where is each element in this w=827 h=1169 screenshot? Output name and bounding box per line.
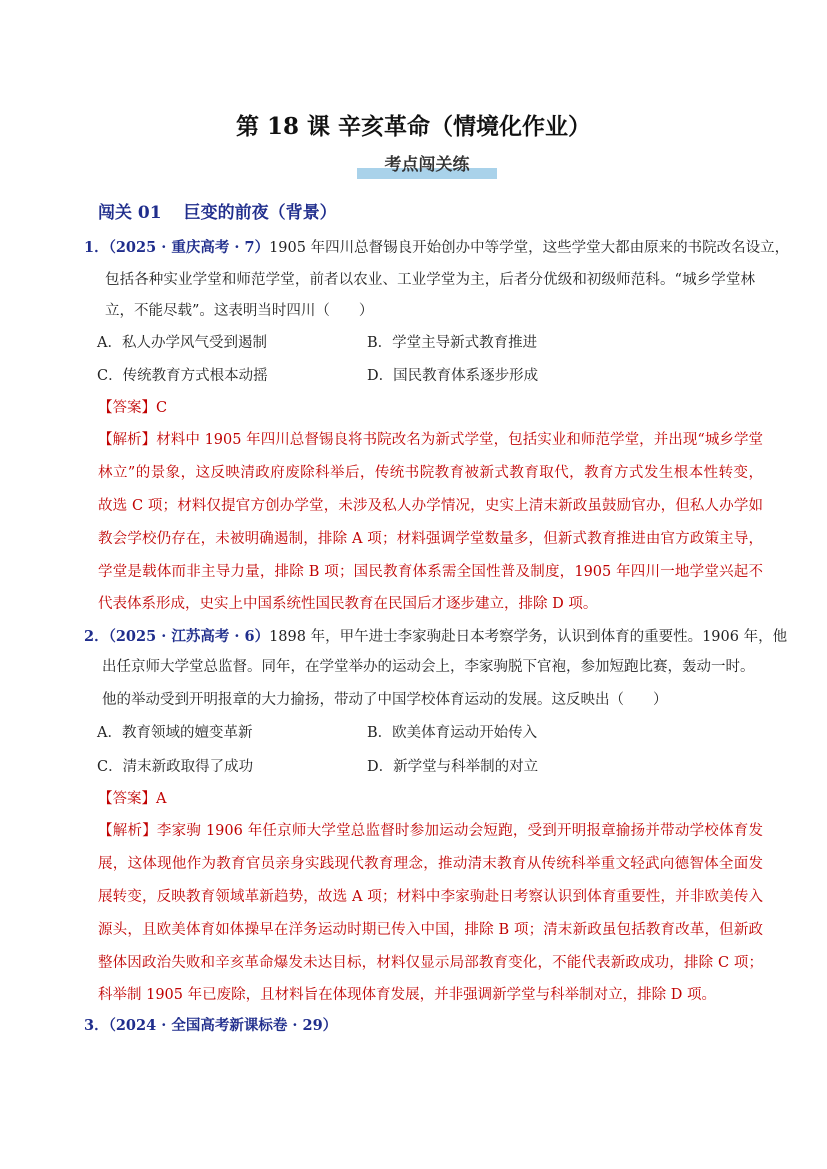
analysis-line xyxy=(98,821,763,841)
question-number: 2． xyxy=(84,628,109,645)
option-b: B．欧美体育运动开始传入 xyxy=(367,725,538,741)
option-d: D．新学堂与科举制的对立 xyxy=(367,759,539,775)
question-text: 1905 年四川总督锡良开始创办中等学堂，这些学堂大都由原来的书院改名设立， xyxy=(269,240,790,256)
answer xyxy=(98,789,166,809)
answer-label: 【答案】 xyxy=(98,791,156,807)
question-text: 他的举动受到开明报章的大力揄扬，带动了中国学校体育运动的发展。这反映出（ ） xyxy=(102,692,668,708)
analysis-line: 展转变，反映教育领域革新趋势，故选 A 项；材料中李家驹赴日考察认识到体育重要性，并非欧美传入 xyxy=(98,889,763,905)
question-text: 1898 年，甲午进士李家驹赴日本考察学务，认识到体育的重要性。1906 年，他 xyxy=(269,629,788,645)
question-source: （2025 · 重庆高考 · 7） xyxy=(108,239,270,256)
question-number: 3． xyxy=(84,1017,109,1034)
answer-label: 【答案】 xyxy=(98,400,156,416)
analysis-text: 材料中 1905 年四川总督锡良将书院改名为新式学堂，包括实业和师范学堂，并出现“城乡学堂 xyxy=(156,432,764,448)
page-title: 第 18 课 辛亥革命（情境化作业） xyxy=(235,113,592,140)
analysis-line: 整体因政治失败和辛亥革命爆发未达目标，材料仅显示局部教育变化，不能代表新政成功，排除 C 项； xyxy=(98,955,763,971)
question-2-line xyxy=(84,627,787,647)
question-text: 出任京师大学堂总监督。同年，在学堂举办的运动会上，李家驹脱下官袍，参加短跑比赛，轰动一时。 xyxy=(102,659,755,675)
answer-value: C xyxy=(156,400,168,416)
option-c: C．传统教育方式根本动摇 xyxy=(97,368,268,384)
analysis-line: 代表体系形成，史实上中国系统性国民教育在民国后才逐步建立，排除 D 项。 xyxy=(98,596,598,612)
analysis-label: 【解析】 xyxy=(98,432,157,448)
question-source: （2025 · 江苏高考 · 6） xyxy=(108,628,270,645)
option-a: A．私人办学风气受到遏制 xyxy=(97,335,267,351)
section-heading xyxy=(98,198,337,223)
question-1-line xyxy=(84,238,789,258)
question-3-line xyxy=(84,1016,337,1036)
section-label: 闯关 01 xyxy=(98,203,162,223)
analysis-label: 【解析】 xyxy=(98,823,157,839)
section-name: 巨变的前夜（背景） xyxy=(183,203,337,223)
analysis-line: 展，这体现他作为教育官员亲身实践现代教育理念，推动清末教育从传统科举重文轻武向德智体全面发 xyxy=(98,856,763,872)
analysis-line: 故选 C 项；材料仅提官方创办学堂，未涉及私人办学情况，史实上清末新政虽鼓励官办，但私人办学如 xyxy=(98,498,763,514)
subtitle: 考点闯关练 xyxy=(384,155,470,175)
option-a: A．教育领域的嬗变革新 xyxy=(97,725,253,741)
option-c: C．清末新政取得了成功 xyxy=(97,759,254,775)
answer xyxy=(98,398,167,418)
analysis-line xyxy=(98,430,763,450)
analysis-line: 林立”的景象，这反映清政府废除科举后，传统书院教育被新式教育取代，教育方式发生根本性转变， xyxy=(98,465,763,481)
question-text: 包括各种实业学堂和师范学堂，前者以农业、工业学堂为主，后者分优级和初级师范科。“城乡学堂林 xyxy=(105,272,755,288)
question-text: 立，不能尽载”。这表明当时四川（ ） xyxy=(105,303,374,319)
question-source: （2024 · 全国高考新课标卷 · 29） xyxy=(108,1017,338,1034)
analysis-line: 教会学校仍存在，未被明确遏制，排除 A 项；材料强调学堂数量多，但新式教育推进由官方政策主导， xyxy=(98,531,763,547)
option-b: B．学堂主导新式教育推进 xyxy=(367,335,538,351)
answer-value: A xyxy=(156,791,167,807)
subtitle-banner xyxy=(357,150,497,180)
analysis-line: 科举制 1905 年已废除，且材料旨在体现体育发展，并非强调新学堂与科举制对立，排除 D 项。 xyxy=(98,987,716,1003)
question-number: 1． xyxy=(84,239,109,256)
option-d: D．国民教育体系逐步形成 xyxy=(367,368,539,384)
analysis-line: 学堂是载体而非主导力量，排除 B 项；国民教育体系需全国性普及制度，1905 年四川一地学堂兴起不 xyxy=(98,564,763,580)
analysis-text: 李家驹 1906 年任京师大学堂总监督时参加运动会短跑，受到开明报章揄扬并带动学校体育发 xyxy=(156,823,763,839)
analysis-line: 源头，且欧美体育如体操早在洋务运动时期已传入中国，排除 B 项；清末新政虽包括教育改革，但新政 xyxy=(98,922,763,938)
